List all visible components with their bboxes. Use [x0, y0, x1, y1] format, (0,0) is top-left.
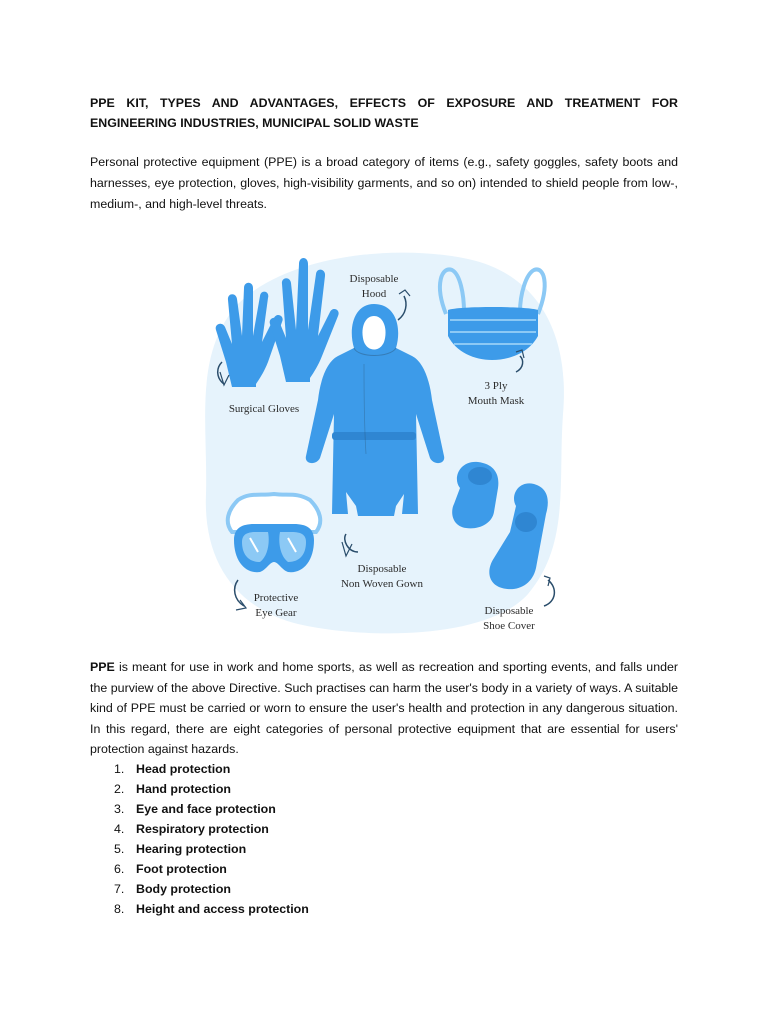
- list-item-label: Hearing protection: [136, 842, 247, 856]
- list-item-label: Height and access protection: [136, 902, 309, 916]
- list-item-number: 7.: [114, 882, 125, 896]
- list-item-number: 4.: [114, 822, 125, 836]
- hood-label-line2: Hood: [361, 288, 387, 300]
- list-item-number: 5.: [114, 842, 125, 856]
- body-rest-text: is meant for use in work and home sports, as well as recreation and sporting events, and falls under the purview of the above Directive. Such practises can harm the user's body in a variety of ways. A suitable kind of PPE must be carried or worn to ensure the user's health and protection in any dangerous situation. In this regard, there are eight categories of personal protective equipment that are essential for users' protection against hazards.: [90, 660, 678, 757]
- list-item-number: 8.: [114, 902, 125, 916]
- list-item-number: 2.: [114, 782, 125, 796]
- list-item: [90, 899, 590, 919]
- list-item: [90, 839, 590, 859]
- mask-label-line1: 3 Ply: [484, 380, 508, 392]
- list-item-label: Eye and face protection: [136, 802, 276, 816]
- shoe-label-line2: Shoe Cover: [483, 620, 535, 632]
- eye-gear-label-line2: Eye Gear: [255, 607, 297, 619]
- gown-label-line1: Disposable: [357, 563, 407, 575]
- list-item: [90, 819, 590, 839]
- intro-paragraph: Personal protective equipment (PPE) is a broad category of items (e.g., safety goggles, safety boots and harnesses, eye protection, gloves, high-visibility garments, and so on) intended to shield people from low-, medium-, and high-level threats.: [90, 155, 678, 211]
- ppe-kit-illustration: [198, 244, 570, 640]
- list-item: [90, 759, 590, 779]
- list-item-label: Foot protection: [136, 862, 227, 876]
- list-item: [90, 779, 590, 799]
- list-item-label: Head protection: [136, 762, 231, 776]
- list-item-number: 6.: [114, 862, 125, 876]
- body-lead-text: PPE: [90, 660, 115, 674]
- gloves-label: Surgical Gloves: [228, 403, 300, 415]
- list-item-label: Body protection: [136, 882, 231, 896]
- list-item: [90, 879, 590, 899]
- list-item: [90, 799, 590, 819]
- list-item-number: 1.: [114, 762, 125, 776]
- list-item-number: 3.: [114, 802, 125, 816]
- list-item-label: Hand protection: [136, 782, 231, 796]
- ppe-category-list: [90, 759, 590, 919]
- body-paragraph: [90, 657, 678, 760]
- list-item: [90, 859, 590, 879]
- eye-gear-label-line1: Protective: [253, 592, 299, 604]
- document-title: PPE KIT, TYPES AND ADVANTAGES, EFFECTS OF EXPOSURE AND TREATMENT FOR ENGINEERING INDUSTRIES, MUNICIPAL SOLID WASTE: [90, 96, 678, 130]
- mask-label-line2: Mouth Mask: [467, 395, 525, 407]
- hood-label-line1: Disposable: [349, 273, 399, 285]
- list-item-label: Respiratory protection: [136, 822, 269, 836]
- shoe-label-line1: Disposable: [484, 605, 534, 617]
- gown-label-line2: Non Woven Gown: [340, 578, 424, 590]
